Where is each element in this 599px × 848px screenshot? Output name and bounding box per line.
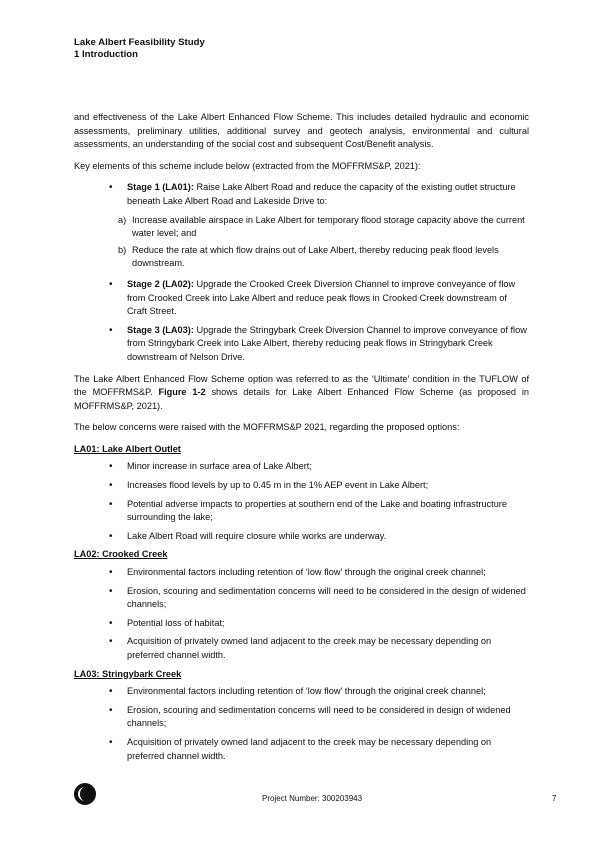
- stage-text: Raise Lake Albert Road and reduce the capacity of the existing outlet structure beneath Lake Albert Road and Lakeside Drive to:: [127, 182, 516, 206]
- bullet-icon: •: [109, 278, 113, 290]
- list-item-text: Minor increase in surface area of Lake Albert;: [127, 461, 312, 472]
- bullet-icon: •: [109, 704, 113, 716]
- list-item: [74, 566, 529, 580]
- document-title: Lake Albert Feasibility Study: [74, 37, 205, 48]
- list-item: [74, 704, 529, 731]
- ultimate-paragraph: [74, 373, 529, 414]
- stage-label: Stage 1 (LA01):: [127, 182, 194, 193]
- stage-3-item: [74, 324, 529, 365]
- intro-paragraph: and effectiveness of the Lake Albert Enhanced Flow Scheme. This includes detailed hydraulic and economic assessments, preliminary utilities, additional survey and geotech analysis, environmental and cultural assessments, an understanding of the social cost and subsequent Cost/Benefit analysis.: [74, 112, 529, 150]
- page-header: [74, 37, 205, 60]
- list-item: [74, 617, 529, 631]
- bullet-icon: •: [109, 567, 113, 579]
- list-item: [74, 585, 529, 612]
- list-item: [74, 460, 529, 474]
- section-la02-heading: LA02: Crooked Creek: [74, 549, 168, 560]
- list-item-text: Potential loss of habitat;: [127, 617, 225, 628]
- bullet-icon: •: [109, 585, 113, 597]
- sub-item-label: a): [118, 214, 127, 225]
- stage-label: Stage 2 (LA02):: [127, 278, 194, 289]
- bullet-icon: •: [109, 480, 113, 492]
- page-footer: [0, 792, 599, 812]
- ultimate-text: The Lake Albert Enhanced Flow Scheme option was referred to as the ‘Ultimate’ condition in the TUFLOW of the MOFFRMS&P.: [74, 373, 529, 398]
- bullet-icon: •: [109, 182, 113, 194]
- bullet-icon: •: [109, 736, 113, 748]
- section-la01-heading: LA01: Lake Albert Outlet: [74, 443, 181, 454]
- stage-text: Upgrade the Stringybark Creek Diversion Channel to improve conveyance of flow from Stringybark Creek into Lake Albert, thereby reducing peak flows in Stringybark Creek downstream of Nelson Drive.: [127, 324, 527, 362]
- section-la03-heading: LA03: Stringybark Creek: [74, 668, 182, 679]
- bullet-icon: •: [109, 461, 113, 473]
- stage-2-item: [74, 278, 529, 319]
- bullet-icon: •: [109, 324, 113, 336]
- list-item-text: Acquisition of privately owned land adjacent to the creek may be necessary depending on preferred channel width.: [127, 636, 492, 660]
- sub-item-text: Reduce the rate at which flow drains out of Lake Albert, thereby reducing peak flood levels downstream.: [132, 244, 499, 269]
- list-item-text: Potential adverse impacts to properties at southern end of the Lake and boating infrastructure surrounding the lake;: [127, 498, 507, 523]
- stage-label: Stage 3 (LA03):: [127, 324, 194, 335]
- list-item: [74, 736, 529, 763]
- list-item-text: Increases flood levels by up to 0.45 m in the 1% AEP event in Lake Albert;: [127, 480, 429, 491]
- bullet-icon: •: [109, 498, 113, 510]
- stage-1-item: [74, 181, 529, 208]
- list-item-text: Environmental factors including retention of ‘low flow’ through the original creek channel;: [127, 567, 486, 578]
- sub-item-b: [74, 244, 529, 271]
- bullet-icon: •: [109, 686, 113, 698]
- list-item-text: Acquisition of privately owned land adjacent to the creek may be necessary depending on preferred channel width.: [127, 736, 492, 761]
- list-item: [74, 530, 529, 544]
- bullet-icon: •: [109, 617, 113, 629]
- figure-reference: Figure 1-2: [158, 387, 206, 398]
- bullet-icon: •: [109, 530, 113, 542]
- list-item: [74, 498, 529, 525]
- list-item: [74, 685, 529, 699]
- company-logo-icon: [74, 783, 96, 805]
- bullet-icon: •: [109, 636, 113, 648]
- list-item: [74, 479, 529, 493]
- sub-item-label: b): [118, 244, 127, 255]
- list-item-text: Lake Albert Road will require closure while works are underway.: [127, 530, 387, 541]
- sub-item-a: [74, 214, 529, 241]
- concerns-paragraph: The below concerns were raised with the MOFFRMS&P 2021, regarding the proposed options:: [74, 422, 460, 433]
- sub-item-text: Increase available airspace in Lake Albert for temporary flood storage capacity above the current water level; and: [132, 214, 525, 239]
- list-item-text: Erosion, scouring and sedimentation concerns will need to be considered in the design of widened channels;: [127, 585, 526, 610]
- key-elements-paragraph: Key elements of this scheme include below (extracted from the MOFFRMS&P, 2021):: [74, 160, 421, 171]
- project-number: Project Number: 300203943: [262, 794, 363, 803]
- stage-text: Upgrade the Crooked Creek Diversion Channel to improve conveyance of flow from Crooked Creek into Lake Albert and reduce peak flows in Crooked Creek downstream of Craft Street.: [127, 278, 516, 317]
- section-title: 1 Introduction: [74, 48, 138, 60]
- list-item: [74, 635, 529, 662]
- list-item-text: Erosion, scouring and sedimentation concerns will need to be considered in design of widened channels;: [127, 704, 511, 729]
- logo-mark-icon: [74, 783, 96, 805]
- list-item-text: Environmental factors including retention of ‘low flow’ through the original creek channel;: [127, 686, 486, 697]
- ultimate-text-end: shows details for Lake Albert Enhanced Flow Scheme (as proposed in MOFFRMS&P, 2021).: [74, 387, 529, 411]
- page-body: [74, 111, 529, 768]
- page-number: 7: [552, 794, 557, 803]
